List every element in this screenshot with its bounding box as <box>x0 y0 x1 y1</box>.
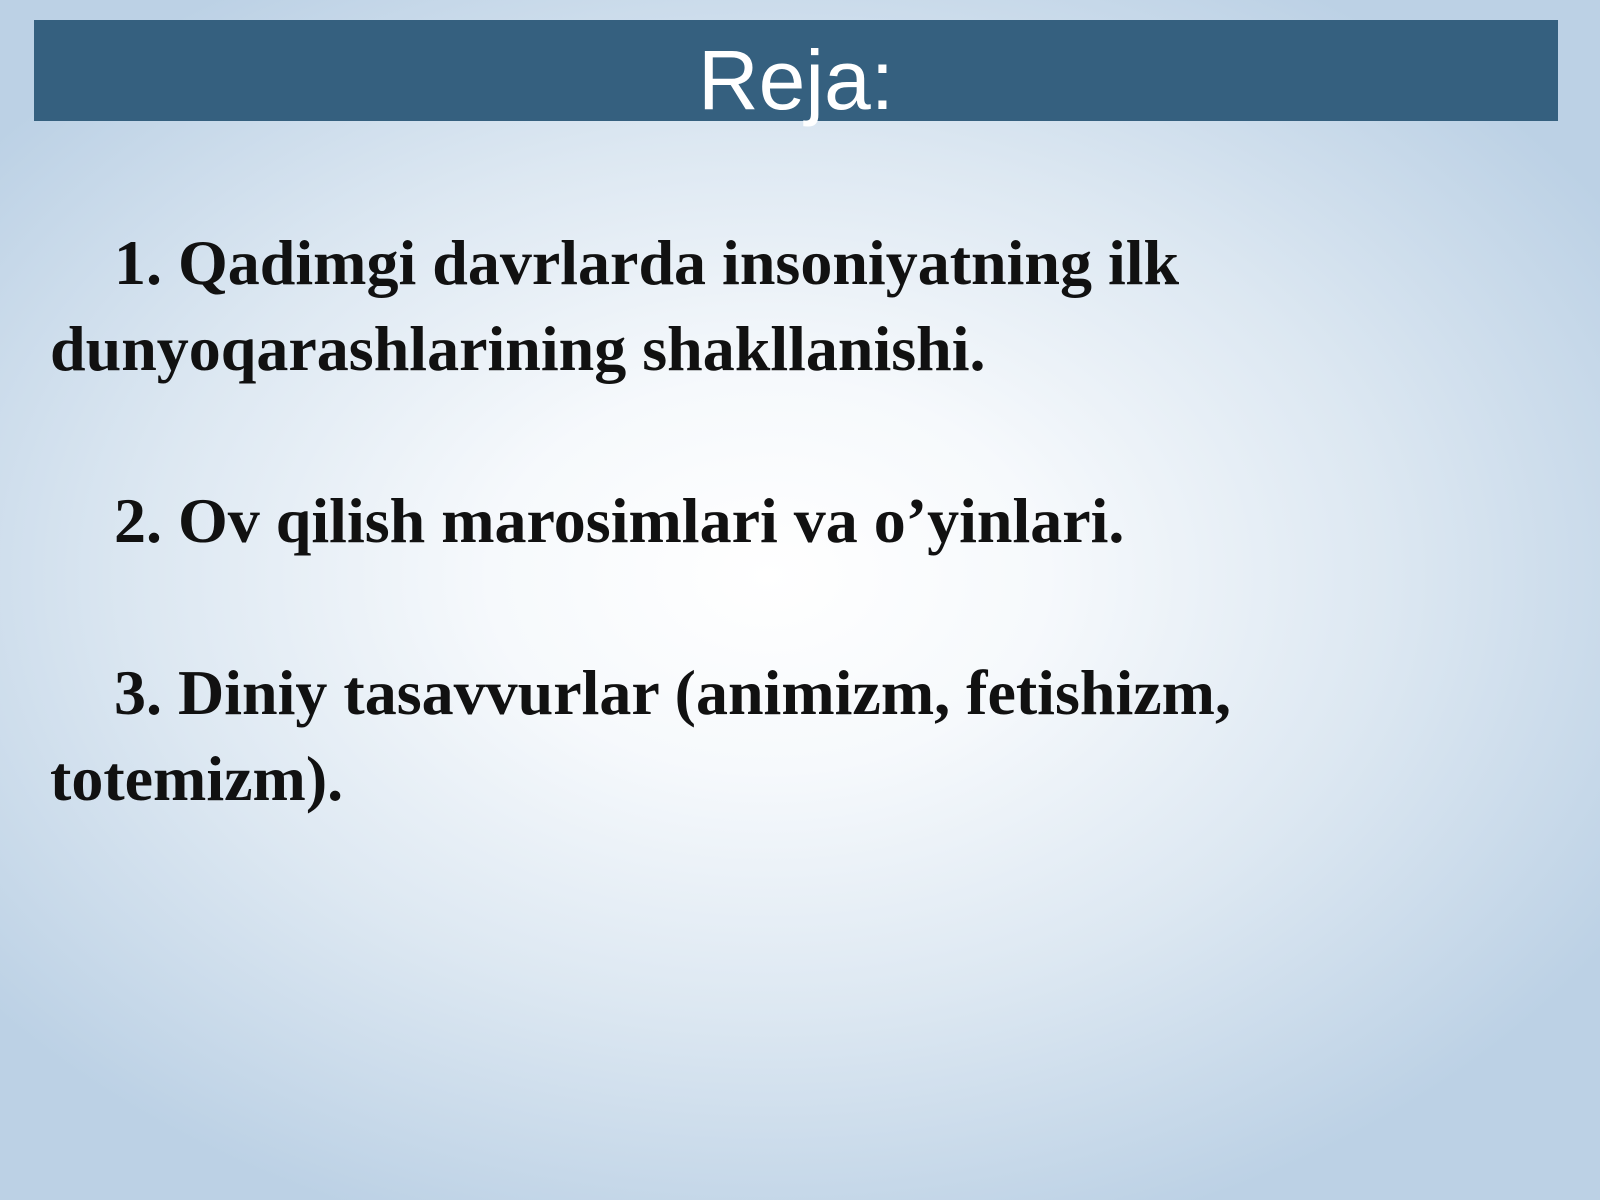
plan-list <box>50 220 1490 822</box>
plan-item-1: 1. Qadimgi davrlarda insoniyatning ilk dunyoqarashlarining shakllanishi. <box>50 227 1180 384</box>
title-bar <box>34 20 1558 127</box>
plan-item-3: 3. Diniy tasavvurlar (animizm, fetishizm, totemizm). <box>50 657 1231 814</box>
plan-item-2: 2. Ov qilish marosimlari va o’yinlari. <box>114 485 1125 556</box>
slide-title: Reja: <box>697 33 895 127</box>
